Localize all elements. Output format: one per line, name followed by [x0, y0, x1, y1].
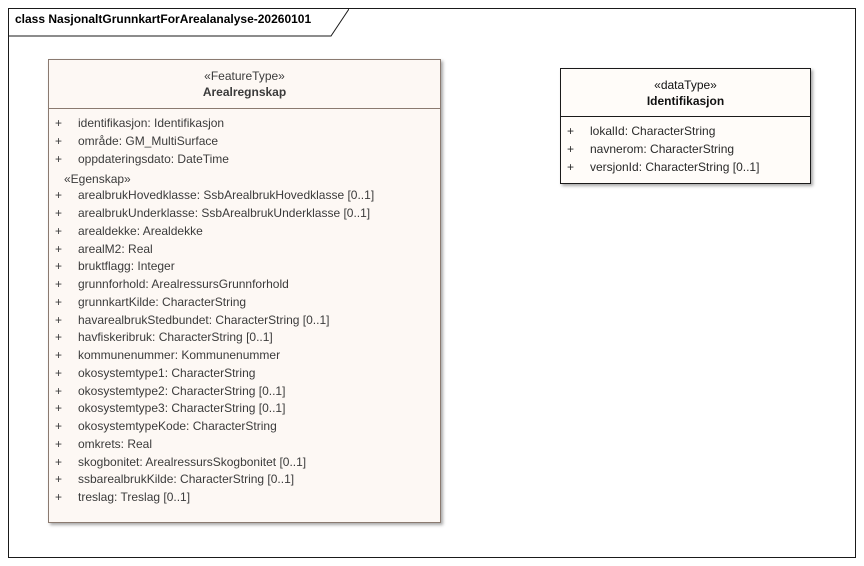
attribute-row[interactable] [49, 151, 440, 169]
class-stereotype: «FeatureType» [204, 69, 285, 83]
attribute-row[interactable] [49, 133, 440, 151]
attribute-row[interactable] [49, 365, 440, 383]
visibility-marker: + [55, 312, 63, 327]
attribute-row[interactable] [49, 312, 440, 330]
visibility-marker: + [55, 472, 63, 487]
class-header [561, 69, 810, 117]
attribute-text: okosystemtypeKode: CharacterString [78, 419, 277, 433]
attribute-row[interactable] [561, 140, 810, 158]
attribute-group-label: «Egenskap» [64, 172, 131, 187]
visibility-marker: + [55, 401, 63, 416]
attribute-compartment [561, 117, 810, 176]
visibility-marker: + [55, 241, 63, 256]
attribute-compartment [49, 109, 440, 507]
class-identifikasjon[interactable] [560, 68, 811, 184]
visibility-marker: + [55, 151, 63, 166]
attribute-text: okosystemtype2: CharacterString [0..1] [78, 383, 286, 398]
visibility-marker: + [55, 116, 63, 130]
attribute-row[interactable] [49, 436, 440, 454]
visibility-marker: + [55, 223, 63, 238]
attribute-row[interactable] [49, 294, 440, 312]
class-name: Arealregnskap [202, 85, 287, 99]
attribute-text: kommunenummer: Kommunenummer [78, 348, 281, 362]
attribute-row[interactable] [49, 187, 440, 205]
attribute-text: arealbrukUnderklasse: SsbArealbrukUnderklasse [0..1] [78, 206, 371, 220]
attribute-row[interactable] [49, 383, 440, 401]
attribute-text: oppdateringsdato: DateTime [78, 151, 229, 166]
attribute-text: område: GM_MultiSurface [78, 133, 219, 148]
class-header [49, 60, 440, 109]
attribute-row[interactable] [49, 471, 440, 489]
attribute-row[interactable] [49, 347, 440, 365]
visibility-marker: + [55, 383, 63, 398]
attribute-row[interactable] [49, 329, 440, 347]
visibility-marker: + [55, 436, 63, 451]
visibility-marker: + [55, 206, 63, 220]
attribute-row[interactable] [49, 115, 440, 133]
attribute-row[interactable] [49, 205, 440, 223]
attribute-text: bruktflagg: Integer [78, 259, 175, 274]
class-stereotype: «dataType» [654, 78, 717, 92]
attribute-row[interactable] [49, 400, 440, 418]
attribute-text: arealM2: Real [78, 241, 153, 256]
attribute-row[interactable] [49, 418, 440, 436]
attribute-text: omkrets: Real [78, 436, 153, 451]
attribute-text: okosystemtype1: CharacterString [78, 365, 256, 380]
attribute-row[interactable] [49, 276, 440, 294]
attribute-text: navnerom: CharacterString [590, 142, 735, 156]
visibility-marker: + [55, 490, 63, 504]
attribute-text: skogbonitet: ArealressursSkogbonitet [0..1] [78, 454, 307, 469]
attribute-text: identifikasjon: Identifikasjon [78, 116, 225, 130]
visibility-marker: + [55, 188, 63, 203]
attribute-row[interactable] [561, 158, 810, 176]
visibility-marker: + [55, 277, 63, 291]
attribute-text: okosystemtype3: CharacterString [0..1] [78, 401, 286, 416]
attribute-text: arealdekke: Arealdekke [78, 223, 203, 238]
frame-title: class NasjonaltGrunnkartForArealanalyse-20260101 [15, 12, 312, 26]
visibility-marker: + [567, 160, 575, 174]
attribute-text: havfiskeribruk: CharacterString [0..1] [78, 330, 273, 345]
visibility-marker: + [55, 348, 63, 362]
attribute-text: grunnforhold: ArealressursGrunnforhold [78, 277, 289, 291]
attribute-text: havarealbrukStedbundet: CharacterString [0..1] [78, 312, 330, 327]
attribute-text: lokalId: CharacterString [590, 124, 716, 138]
visibility-marker: + [55, 294, 63, 309]
visibility-marker: + [55, 330, 63, 345]
attribute-text: versjonId: CharacterString [0..1] [590, 160, 760, 174]
class-arealregnskap[interactable] [48, 59, 441, 523]
attribute-row[interactable] [561, 122, 810, 140]
attribute-text: treslag: Treslag [0..1] [78, 490, 191, 504]
attribute-row[interactable] [49, 241, 440, 259]
attribute-text: grunnkartKilde: CharacterString [78, 294, 247, 309]
visibility-marker: + [567, 124, 575, 138]
class-name: Identifikasjon [646, 94, 725, 108]
visibility-marker: + [55, 419, 63, 433]
visibility-marker: + [55, 259, 63, 274]
attribute-row[interactable] [49, 454, 440, 472]
visibility-marker: + [55, 454, 63, 469]
visibility-marker: + [55, 365, 63, 380]
attribute-row[interactable] [49, 489, 440, 507]
attribute-text: ssbarealbrukKilde: CharacterString [0..1] [78, 472, 295, 487]
attribute-row[interactable] [49, 258, 440, 276]
attribute-row[interactable] [49, 223, 440, 241]
visibility-marker: + [55, 133, 63, 148]
attribute-text: arealbrukHovedklasse: SsbArealbrukHovedklasse [0..1] [78, 188, 375, 203]
visibility-marker: + [567, 142, 575, 156]
